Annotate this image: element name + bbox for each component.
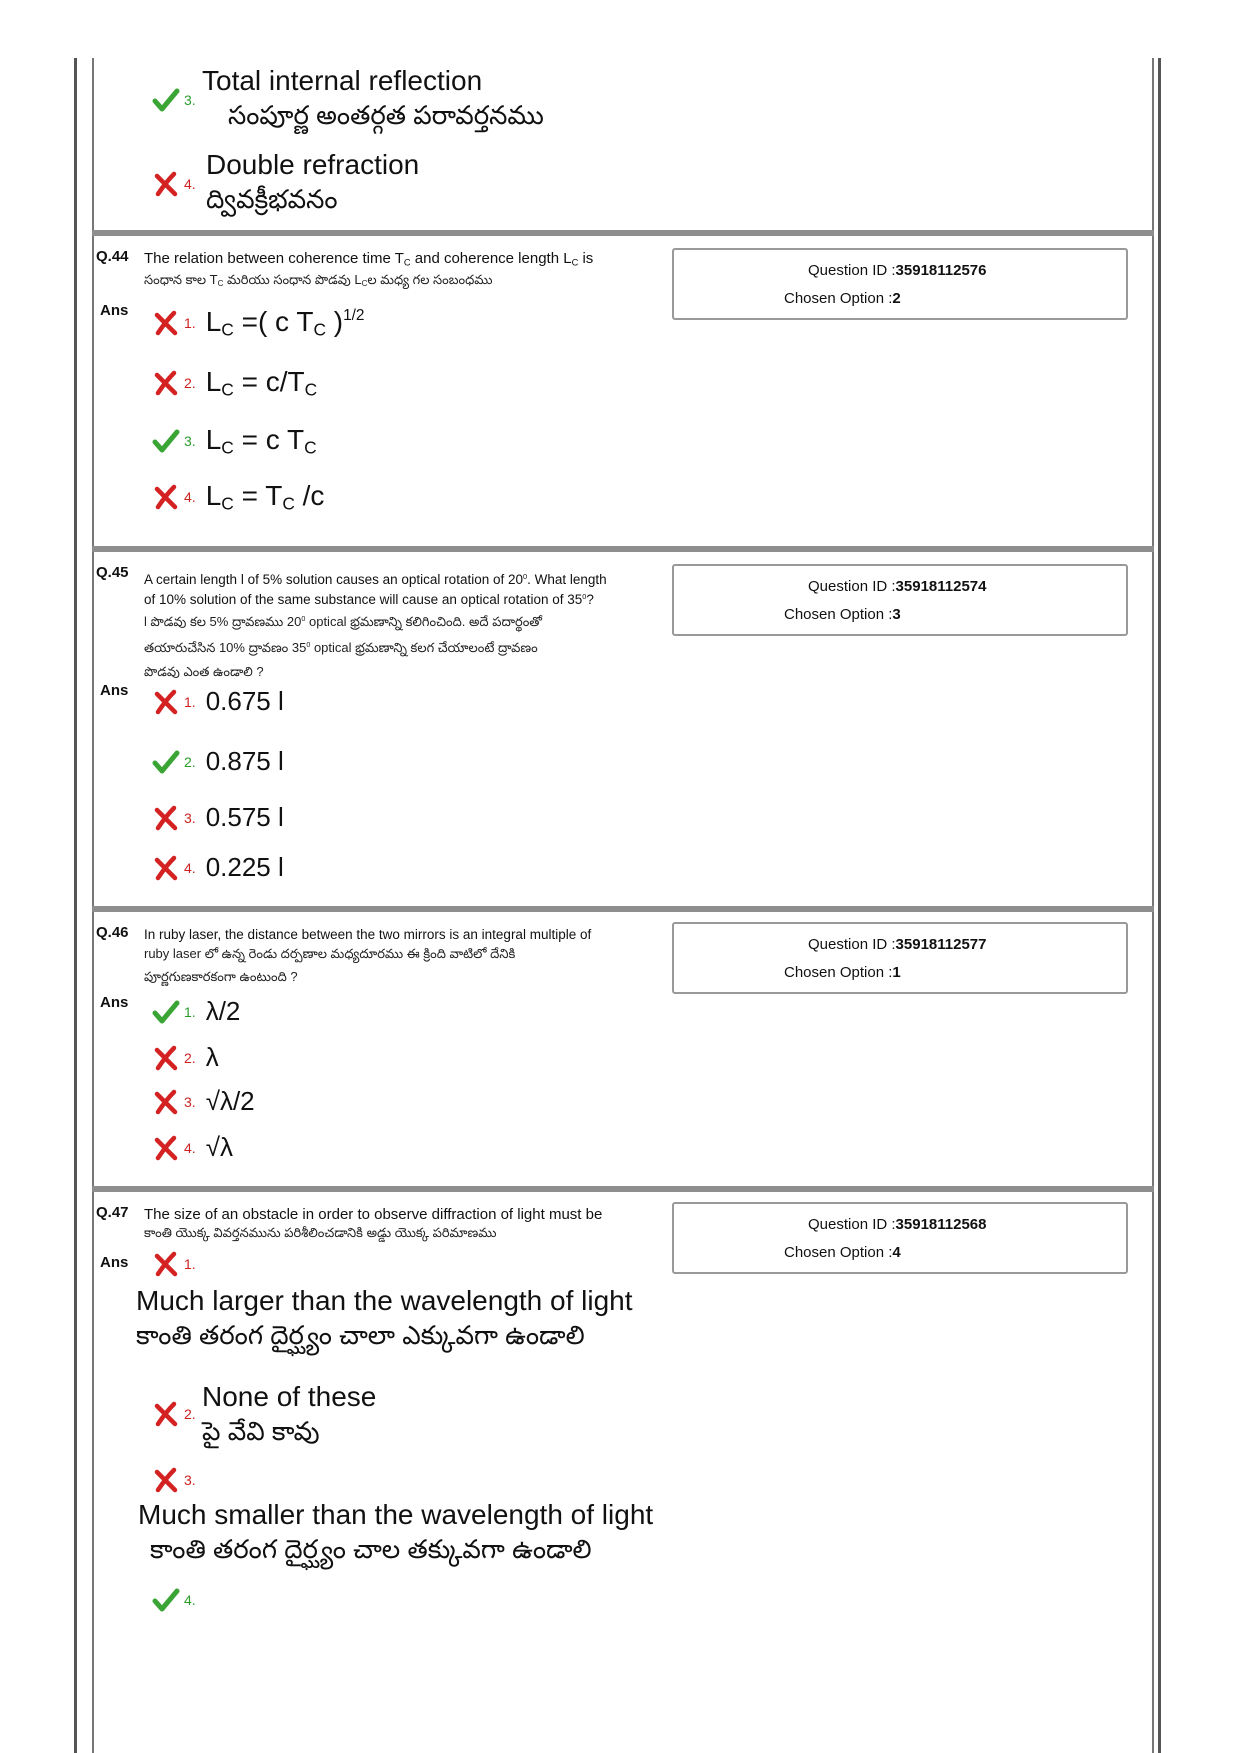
option-2-text: [202, 1380, 376, 1448]
chosen-option-label: Chosen Option :: [784, 290, 893, 307]
check-icon: [152, 1586, 180, 1614]
check-icon: [152, 998, 180, 1026]
cross-icon: [152, 369, 180, 397]
question-47: [92, 1192, 1150, 1752]
question-info-box: [672, 564, 1128, 636]
option-text: $L_C$ =( c $T_C$ )$^{1/2}$: [205, 306, 365, 340]
cross-icon: [152, 1466, 180, 1494]
cross-icon: [152, 688, 180, 716]
option-text: λ/2: [205, 996, 241, 1026]
option-text: $L_C = c$ $T_C$: [205, 424, 317, 458]
option-1: 1. 0.675 l: [152, 686, 284, 717]
cross-icon: [152, 1250, 180, 1278]
option-text: √λ: [205, 1132, 233, 1162]
cross-icon: [152, 1044, 180, 1072]
option-text-te: సంపూర్ణ అంతర్గత పరావర్తనము: [228, 100, 544, 130]
question-id-label: Question ID :: [808, 262, 896, 279]
cross-icon: [152, 854, 180, 882]
option-4: 4.: [152, 1586, 196, 1614]
chosen-option: 4: [892, 1244, 901, 1261]
question-46: [92, 912, 1150, 1190]
question-45: [92, 552, 1150, 906]
cross-icon: [152, 1088, 180, 1116]
option-text: √λ/2: [205, 1086, 255, 1116]
option-text: 0.225 l: [205, 852, 284, 882]
option-3: 3. √λ/2: [152, 1086, 255, 1117]
question-id: 35918112574: [895, 578, 987, 595]
chosen-option-label: Chosen Option :: [784, 606, 893, 623]
option-3: 3. $L_C = c$ $T_C$: [152, 424, 317, 458]
option-4: 4.: [152, 170, 196, 198]
option-text-te: కాంతి తరంగ దైర్ఘ్యం చాలా ఎక్కువగా ఉండాలి: [136, 1320, 585, 1350]
ans-label: Ans: [100, 682, 129, 699]
option-text: 0.675 l: [205, 686, 284, 716]
option-3-text: [202, 64, 544, 132]
question-info-box: [672, 922, 1128, 994]
cross-icon: [152, 804, 180, 832]
option-4: 4. $L_C = T_C$ /c: [152, 480, 324, 514]
question-id-label: Question ID :: [808, 578, 896, 595]
question-text: The size of an obstacle in order to observe diffraction of light must be కాంతి యొక్క వివర్తనమును పరిశీలించడానికి అడ్డు యొక్క పరిమాణము: [144, 1206, 603, 1240]
check-icon: [152, 86, 180, 114]
option-text-en: Much larger than the wavelength of light: [136, 1285, 633, 1316]
option-4-text: [206, 148, 419, 216]
chosen-option-label: Chosen Option :: [784, 1244, 893, 1261]
question-id-label: Question ID :: [808, 936, 896, 953]
question-id-label: Question ID :: [808, 1216, 896, 1233]
option-text-en: Much smaller than the wavelength of light: [138, 1499, 654, 1530]
option-1: 1. λ/2: [152, 996, 240, 1027]
question-id: 35918112576: [895, 262, 987, 279]
question-text: The relation between coherence time $T_C$ and coherence length $L_C$ is సంధాన కాల $T_C$ మరియు సంధాన పొడవు $L_Cల$ మధ్య గల సంబంధము: [144, 250, 594, 289]
option-text: 0.875 l: [205, 746, 284, 776]
chosen-option: 1: [892, 964, 901, 981]
ans-label: Ans: [100, 302, 129, 319]
check-icon: [152, 748, 180, 776]
chosen-option: 3: [892, 606, 901, 623]
question-number: Q.46: [96, 924, 129, 941]
check-icon: [152, 427, 180, 455]
option-2: 2. $L_C = c/T_C$: [152, 366, 317, 400]
option-text: 0.575 l: [205, 802, 284, 832]
option-text-en: Double refraction: [206, 149, 420, 180]
option-text-en: None of these: [202, 1381, 377, 1412]
ans-label: Ans: [100, 1254, 129, 1271]
right-page-border: [1158, 58, 1161, 1753]
question-number: Q.47: [96, 1204, 129, 1221]
option-4: 4. 0.225 l: [152, 852, 284, 883]
option-text-te: ద్వివక్రీభవనం: [206, 184, 338, 214]
option-4: 4. √λ: [152, 1132, 233, 1163]
question-id: 35918112568: [895, 1216, 987, 1233]
chosen-option: 2: [892, 290, 901, 307]
option-3: 3.: [152, 1466, 196, 1494]
question-info-box: [672, 248, 1128, 320]
cross-icon: [152, 170, 180, 198]
option-2: 2. λ: [152, 1042, 219, 1073]
option-text-te: కాంతి తరంగ దైర్ఘ్యం చాల తక్కువగా ఉండాలి: [150, 1534, 592, 1564]
cross-icon: [152, 1134, 180, 1162]
cross-icon: [152, 1400, 180, 1428]
option-3: 3.: [152, 86, 196, 114]
option-text-en: Total internal reflection: [202, 65, 483, 96]
option-2: 2. 0.875 l: [152, 746, 284, 777]
option-3-text: [138, 1498, 653, 1566]
option-1-text: [136, 1284, 633, 1352]
option-1: 1. $L_C$ =( c $T_C$ )$^{1/2}$: [152, 306, 365, 340]
chosen-option-label: Chosen Option :: [784, 964, 893, 981]
cross-icon: [152, 483, 180, 511]
question-text: In ruby laser, the distance between the two mirrors is an integral multiple of ruby laser లో ఉన్న రెండు దర్పణాల మధ్యదూరము ఈ క్రింది వాటిలో దేనికి పూర్ణగుణకారకంగా ఉంటుంది ?: [144, 927, 592, 984]
option-3: 3. 0.575 l: [152, 802, 284, 833]
question-text: A certain length l of 5% solution causes an optical rotation of $20^0$. What length of 10% solution of the same substance will cause an optical rotation of $35^0$? l పొడవు కల 5% ద్రావణము $20^0$ optical భ్రమణాన్ని కలిగించింది. అదే పదార్థంతో తయారుచేసిన 10% ద్రావణం $35^0$ optical భ్రమణాన్ని కలగ చేయాలంటే ద్రావణం పొడవు ఎంత ఉండాలి ?: [144, 572, 607, 680]
cross-icon: [152, 309, 180, 337]
question-44: [92, 236, 1150, 550]
question-id: 35918112577: [895, 936, 987, 953]
option-2: 2.: [152, 1400, 196, 1428]
question-number: Q.44: [96, 248, 129, 265]
left-page-border: [74, 58, 77, 1753]
option-text: λ: [205, 1042, 219, 1072]
option-text: $L_C = T_C$ /c: [205, 480, 325, 514]
option-text: $L_C = c/T_C$: [205, 366, 318, 400]
option-1: 1.: [152, 1250, 196, 1278]
option-text-te: పై వేవి కావు: [202, 1416, 320, 1446]
question-number: Q.45: [96, 564, 129, 581]
question-info-box: [672, 1202, 1128, 1274]
ans-label: Ans: [100, 994, 129, 1011]
